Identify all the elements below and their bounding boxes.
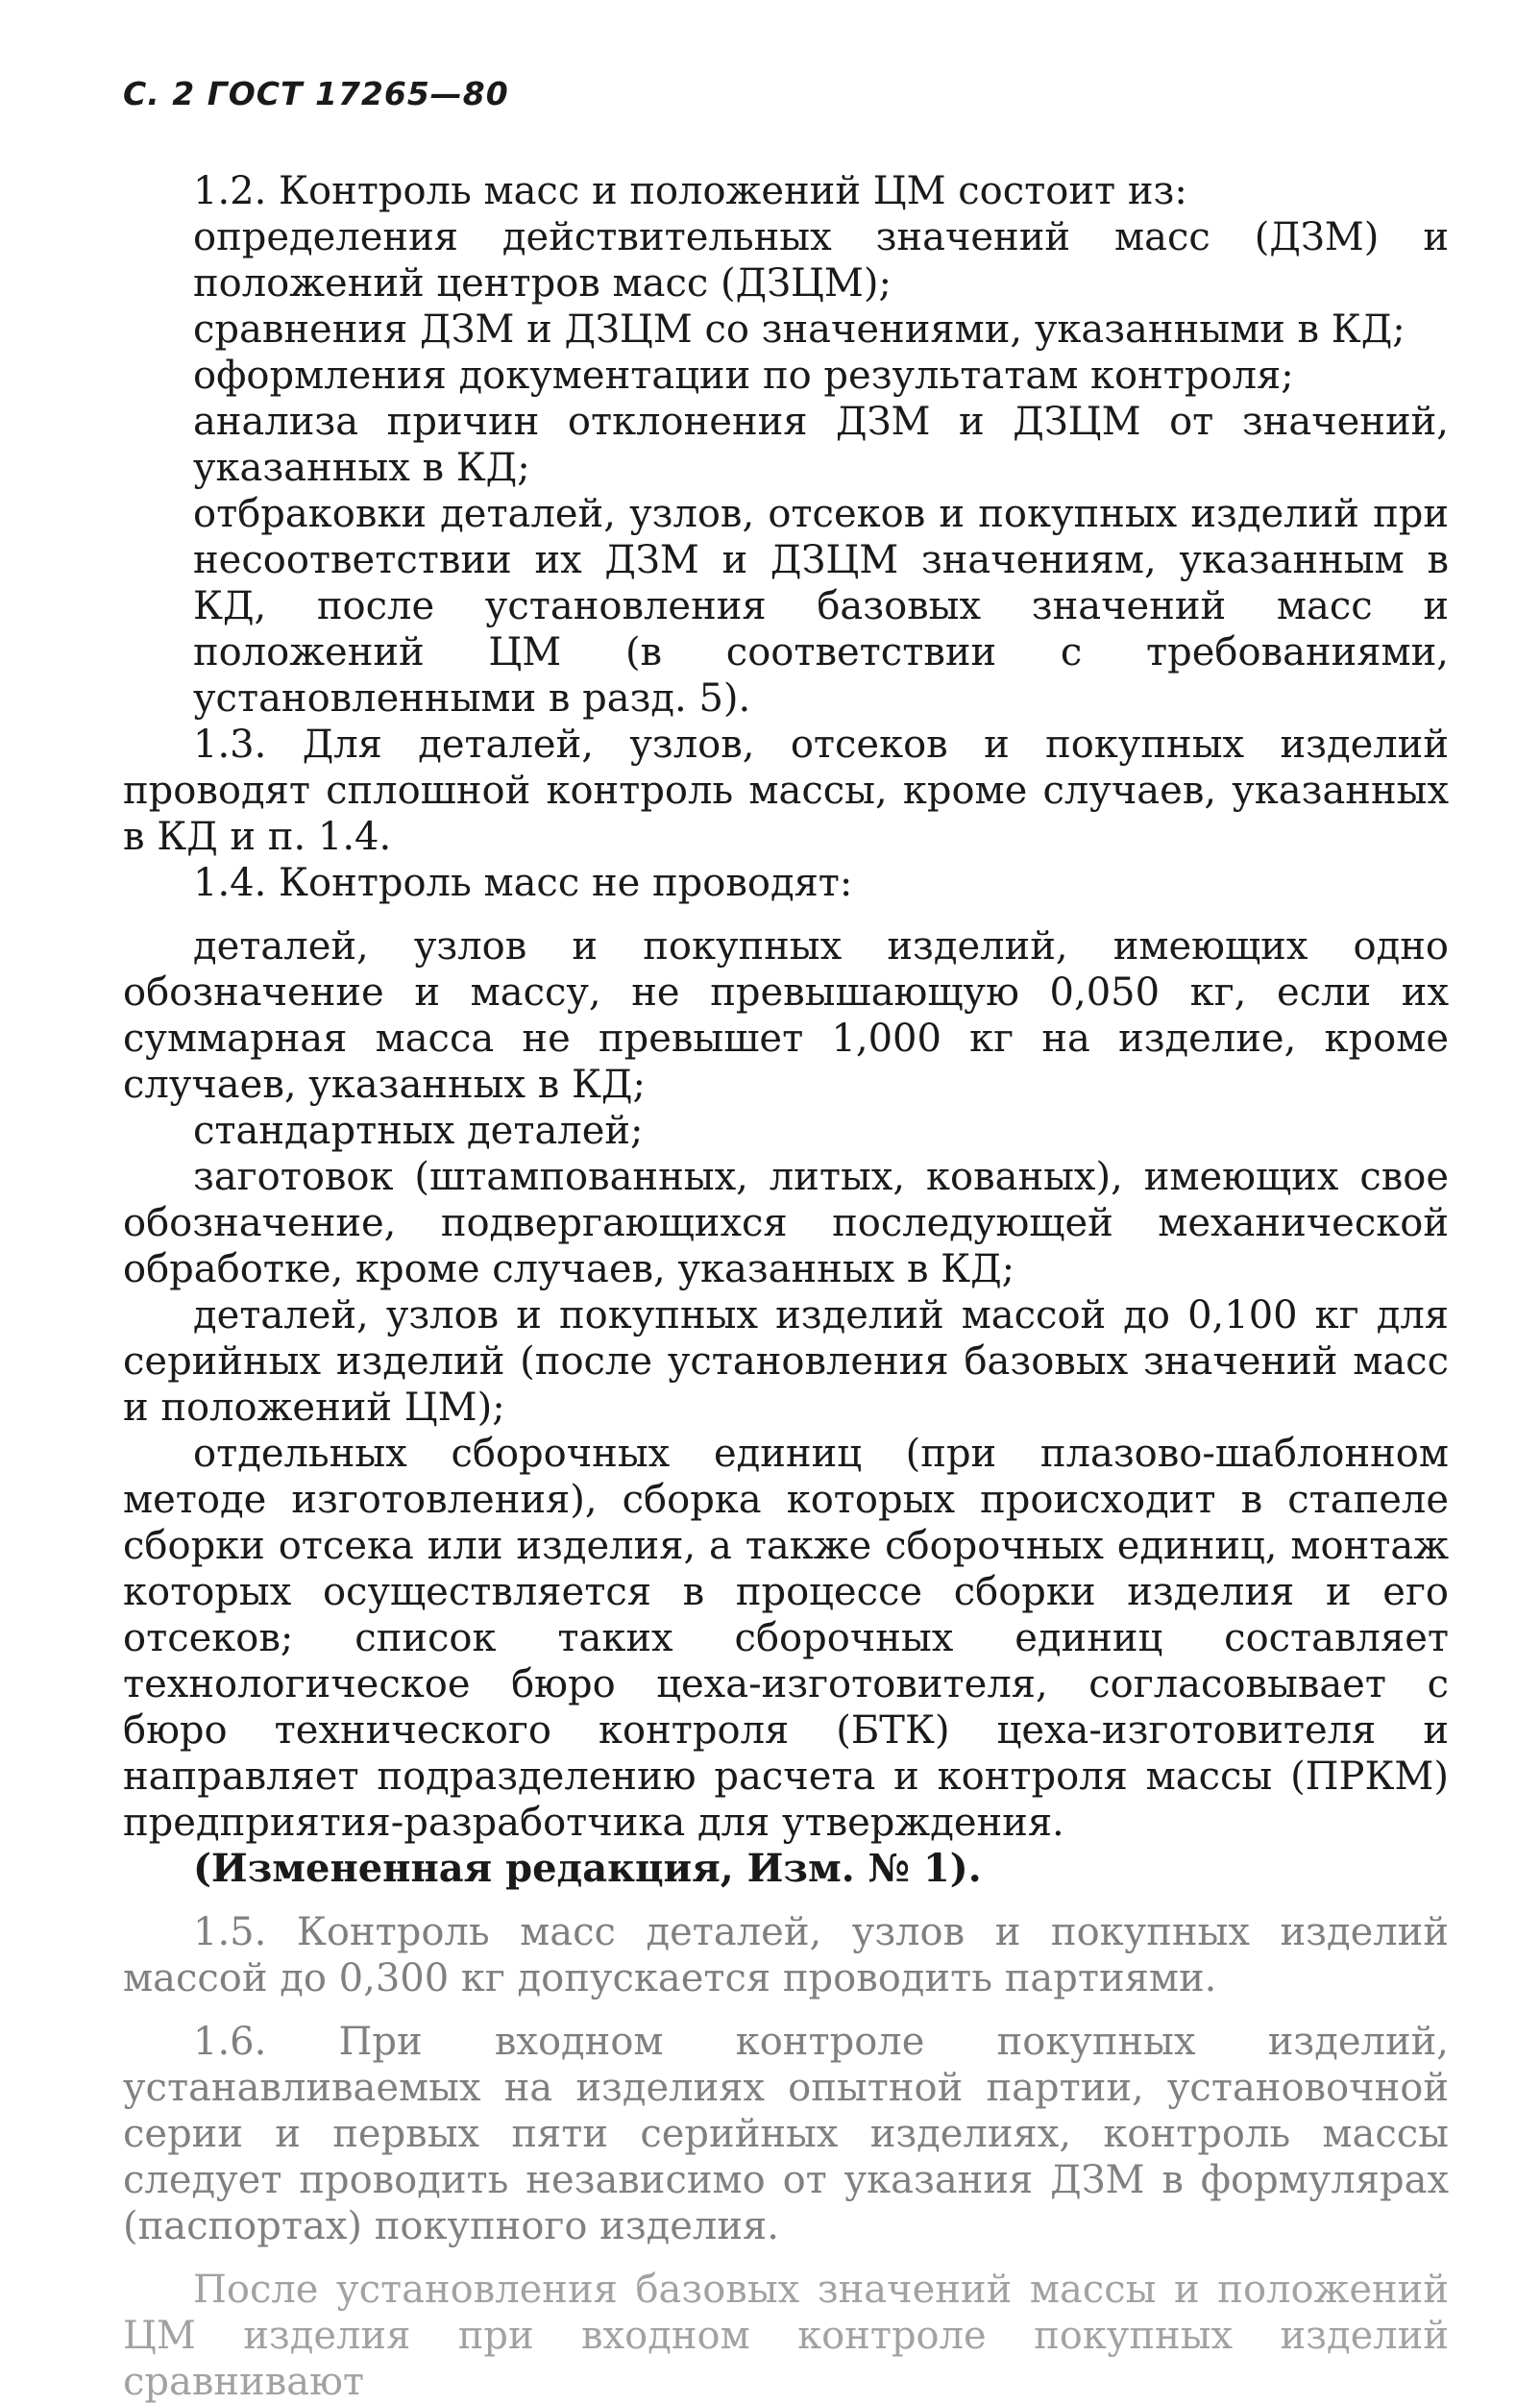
list-item: заготовок (штампованных, литых, кованых), имеющих свое обозначение, подвергающихся последующей механической обработке, кроме случаев, указанных в КД; [123,1155,1449,1291]
paragraph-1-4: 1.4. Контроль масс не проводят: [193,861,853,905]
paragraph-1-3: 1.3. Для деталей, узлов, отсеков и покупных изделий проводят сплошной контроль массы, кроме случаев, указанных в КД и п. 1.4. [123,723,1449,859]
paragraph-1-2: 1.2. Контроль масс и положений ЦМ состоит из: [193,169,1187,213]
list-item: определения действительных значений масс (ДЗМ) и положений центров масс (ДЗЦМ); [193,215,1449,306]
list-item: отдельных сборочных единиц (при плазово-шаблонном методе изготовления), сборка которых происходит в стапеле сборки отсека или изделия, а также сборочных единиц, монтаж которых осуществляется в процессе сборки изделия и его отсеков; список таких сборочных единиц составляет технологическое бюро цеха-изготовителя, согласовывает с бюро технического контроля (БТК) цеха-изготовителя и направляет подразделению расчета и контроля массы (ПРКМ) предприятия-разработчика для утверждения. [123,1432,1449,1845]
paragraph-1-5: 1.5. Контроль масс деталей, узлов и покупных изделий массой до 0,300 кг допускается проводить партиями. [123,1910,1449,2000]
list-item: отбраковки деталей, узлов, отсеков и покупных изделий при несоответствии их ДЗМ и ДЗЦМ значениям, указанным в КД, после установления базовых значений масс и положений ЦМ (в соответствии с требованиями, установленными в разд. 5). [193,492,1449,721]
list-item: деталей, узлов и покупных изделий массой до 0,100 кг для серийных изделий (после установления базовых значений масс и положений ЦМ); [123,1293,1449,1430]
paragraph-1-6-continued: После установления базовых значений массы и положений ЦМ изделия при входном контроле покупных изделий сравнивают [123,2268,1449,2404]
list-item: оформления документации по результатам контроля; [193,354,1294,398]
list-item: анализа причин отклонения ДЗМ и ДЗЦМ от значений, указанных в КД; [193,400,1449,490]
list-item: стандартных деталей; [193,1109,644,1153]
list-item: сравнения ДЗМ и ДЗЦМ со значениями, указанными в КД; [193,307,1406,352]
paragraph-1-6: 1.6. При входном контроле покупных изделий, устанавливаемых на изделиях опытной партии, установочной серии и первых пяти серийных изделиях, контроль массы следует проводить независимо от указания ДЗМ в формулярах (паспортах) покупного изделия. [123,2020,1449,2248]
page-header: С. 2 ГОСТ 17265—80 [123,75,509,112]
amendment-note: (Измененная редакция, Изм. № 1). [193,1846,982,1891]
list-item: деталей, узлов и покупных изделий, имеющих одно обозначение и массу, не превышающую 0,050 кг, если их суммарная масса не превышет 1,000 кг на изделие, кроме случаев, указанных в КД; [123,924,1449,1107]
